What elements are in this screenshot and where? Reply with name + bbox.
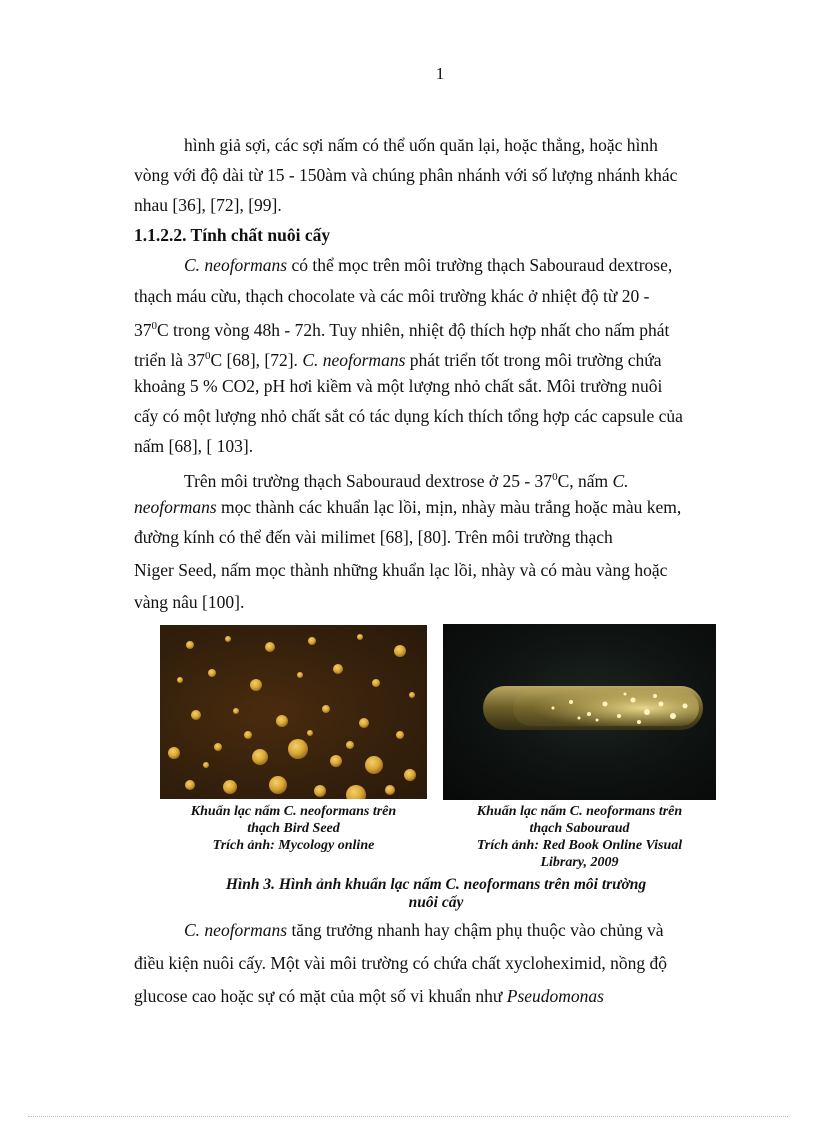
text-line xyxy=(134,492,739,522)
sabouraud-tube-image xyxy=(443,624,716,800)
text-line xyxy=(134,130,739,160)
text-line: cấy có một lượng nhỏ chất sắt có tác dụng kích thích tổng hợp các capsule của xyxy=(134,406,683,426)
page-number: 1 xyxy=(435,64,445,83)
figure-title-line: nuôi cấy xyxy=(408,894,464,911)
text-line xyxy=(134,250,739,280)
text-line xyxy=(134,915,739,945)
tube-illustration xyxy=(443,624,716,800)
colonies-illustration xyxy=(160,625,427,799)
text-span: C, nấm xyxy=(557,470,613,491)
figure-title-line: Hình 3. Hình ảnh khuẩn lạc nấm C. neoformans trên môi trường xyxy=(225,876,647,893)
caption-line: Trích ảnh: Red Book Online Visual xyxy=(476,838,683,853)
caption-line: Library, 2009 xyxy=(540,855,619,870)
text-span: triển là 37 xyxy=(134,349,205,370)
text-line: nhau [36], [72], [99]. xyxy=(134,195,282,215)
species-name: C. neoformans xyxy=(184,920,288,940)
caption-line: Khuẩn lạc nấm C. neoformans trên xyxy=(190,804,397,819)
text-line: khoảng 5 % CO2, pH hơi kiềm và một lượng nhỏ chất sắt. Môi trường nuôi xyxy=(134,376,663,396)
text-span: hình giả sợi, các sợi nấm có thể uốn quăn lại, hoặc thẳng, hoặc hình xyxy=(184,135,658,155)
figure-caption-left xyxy=(160,803,427,854)
text-span: glucose cao hoặc sự có mặt của một số vi khuẩn như xyxy=(134,986,507,1006)
species-name: neoformans xyxy=(134,497,217,517)
caption-line: thạch Bird Seed xyxy=(247,821,340,836)
caption-line: Trích ảnh: Mycology online xyxy=(212,838,375,853)
text-line xyxy=(134,981,739,1011)
text-span: mọc thành các khuẩn lạc lồi, mịn, nhày màu trắng hoặc màu kem, xyxy=(216,497,682,517)
text-line: điều kiện nuôi cấy. Một vài môi trường có chứa chất xycloheximid, nồng độ xyxy=(134,953,668,973)
species-name: C. neoformans xyxy=(302,349,406,370)
caption-line: Khuẩn lạc nấm C. neoformans trên xyxy=(476,804,683,819)
species-name: Pseudomonas xyxy=(506,986,604,1006)
superscript: 0 xyxy=(151,320,157,332)
text-line: Niger Seed, nấm mọc thành những khuẩn lạc lồi, nhày và có màu vàng hoặc xyxy=(134,560,668,580)
figure-title xyxy=(150,876,722,912)
species-name: C. neoformans xyxy=(184,255,288,275)
species-name: C. xyxy=(612,470,629,491)
text-span: Trên môi trường thạch Sabouraud dextrose ở 25 - 37 xyxy=(184,470,553,491)
figure-caption-right xyxy=(443,803,716,871)
text-span: C trong vòng 48h - 72h. Tuy nhiên, nhiệt độ thích hợp nhất cho nấm phát xyxy=(157,319,670,340)
text-line: nấm [68], [ 103]. xyxy=(134,436,254,456)
text-line: thạch máu cừu, thạch chocolate và các môi trường khác ở nhiệt độ từ 20 - xyxy=(134,286,650,306)
superscript: 0 xyxy=(204,350,211,362)
text-span: 37 xyxy=(134,319,152,340)
text-span: có thể mọc trên môi trường thạch Sabouraud dextrose, xyxy=(287,255,673,275)
text-span: tăng trưởng nhanh hay chậm phụ thuộc vào chủng và xyxy=(287,920,664,940)
section-heading: 1.1.2.2. Tính chất nuôi cấy xyxy=(134,225,331,245)
page-bottom-border xyxy=(28,1116,788,1117)
caption-line: thạch Sabouraud xyxy=(529,821,630,836)
text-line: vàng nâu [100]. xyxy=(134,592,245,612)
text-line: đường kính có thể đến vài milimet [68], [80]. Trên môi trường thạch xyxy=(134,527,613,547)
superscript: 0 xyxy=(552,471,558,483)
text-line: vòng với độ dài từ 15 - 150àm và chúng phân nhánh với số lượng nhánh khác xyxy=(134,165,678,185)
text-span: phát triển tốt trong môi trường chứa xyxy=(405,349,662,370)
text-span: C [68], [72]. xyxy=(210,349,303,370)
bird-seed-colonies-image xyxy=(160,625,427,799)
